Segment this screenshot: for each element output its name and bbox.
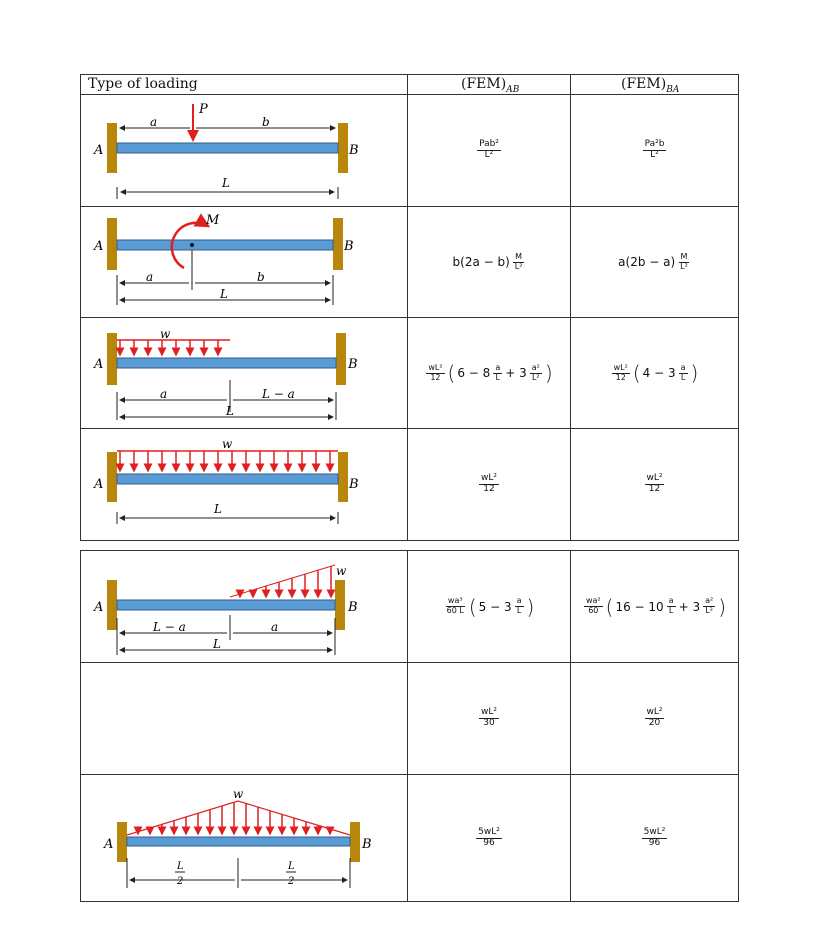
label-l-minus-a: L − a: [153, 620, 186, 634]
label-b-end: B: [349, 477, 359, 492]
label-p: P: [199, 102, 208, 117]
label-b-end: B: [344, 239, 354, 254]
diagram-partial-triangular: [93, 564, 358, 655]
label-a: a: [150, 115, 158, 129]
row6-fem-ab: $\frac{\text{wL²}}{30}$: [481, 707, 497, 728]
row7-fem-ab: $\frac{\text{5wL²}}{96}$: [478, 826, 500, 848]
row3-fem-ab: $\frac{\text{wL²}}{12}$ ( 6 − 8 $\frac{a}{L}$ + 3 $\frac{\text{a²}}{\text{L²}}$ ): [428, 361, 553, 385]
diagram-moment-load: [93, 213, 354, 305]
label-a-end: A: [94, 239, 104, 254]
label-b-end: B: [349, 143, 359, 158]
row2-fem-ab: b(2a − b) $\frac{M}{\text{L²}}$: [452, 251, 523, 271]
header-fem-ab: $(FEM)_{AB}$: [461, 76, 520, 95]
diagram-symmetric-triangular: [103, 787, 372, 888]
header-fem-ba: $(FEM)_{BA}$: [621, 76, 680, 95]
label-a-end: A: [104, 837, 114, 852]
label-a: a: [160, 387, 168, 401]
label-a-end: A: [94, 357, 104, 372]
label-m: M: [206, 213, 220, 228]
label-l: L: [213, 637, 221, 651]
udl-arrows: [117, 451, 338, 471]
label-l: L: [214, 502, 222, 516]
diagram-point-load: [93, 102, 359, 199]
row2-fem-ba: a(2b − a) $\frac{M}{\text{L²}}$: [618, 251, 688, 271]
header-type-of-loading: Type of loading: [88, 76, 198, 92]
udl-arrows: [117, 340, 230, 355]
label-l-half-den: 2: [288, 876, 295, 887]
row6-fem-ba: $\frac{\text{wL²}}{20}$: [646, 707, 663, 728]
label-b: b: [262, 115, 270, 129]
row1-fem-ab: $\frac{\text{Pab²}}{\text{L²}}$: [479, 139, 499, 160]
triangular-arrows: [240, 566, 331, 597]
row4-fem-ba: $\frac{\text{wL²}}{12}$: [646, 473, 663, 494]
label-w: w: [233, 787, 244, 801]
label-b-end: B: [348, 600, 358, 615]
label-b: b: [257, 270, 265, 284]
beam: [117, 143, 338, 153]
diagram-full-udl: [93, 437, 359, 524]
label-w: w: [336, 564, 347, 578]
row3-fem-ba: $\frac{\text{wL²}}{12}$ ( 4 − 3 $\frac{a}{L}$ ): [613, 361, 699, 385]
label-a-end: A: [94, 477, 104, 492]
label-l-minus-a: L − a: [262, 387, 295, 401]
row1-fem-ba: $\frac{\text{Pa²b}}{\text{L²}}$: [644, 139, 665, 160]
row5-fem-ba: $\frac{\text{wa²}}{60}$ ( 16 − 10 $\frac{a}{L}$ + 3 $\frac{\text{a²}}{\text{L²}}$ ): [585, 594, 727, 619]
triangular-arrows: [138, 802, 330, 834]
label-l: L: [226, 404, 234, 418]
label-w: w: [160, 327, 171, 341]
support-b: [338, 123, 348, 173]
label-w: w: [222, 437, 233, 451]
label-b-end: B: [348, 357, 358, 372]
label-b-end: B: [362, 837, 372, 852]
diagram-partial-udl: [93, 327, 358, 420]
label-l-half-den: 2: [177, 876, 184, 887]
label-l: L: [220, 287, 228, 301]
row4-fem-ab: $\frac{\text{wL²}}{12}$: [481, 473, 497, 494]
label-l-half-num: L: [177, 861, 184, 872]
label-a: a: [271, 620, 279, 634]
support-a: [107, 123, 117, 173]
label-l-half-num: L: [288, 861, 295, 872]
row5-fem-ab: $\frac{\text{wa³}}{60 L}$ ( 5 − 3 $\frac{a}{L}$ ): [446, 594, 535, 619]
label-a-end: A: [94, 143, 104, 158]
label-a-end: A: [94, 600, 104, 615]
label-a: a: [146, 270, 154, 284]
label-l: L: [222, 176, 230, 190]
row7-fem-ba: $\frac{\text{5wL²}}{96}$: [643, 826, 666, 848]
